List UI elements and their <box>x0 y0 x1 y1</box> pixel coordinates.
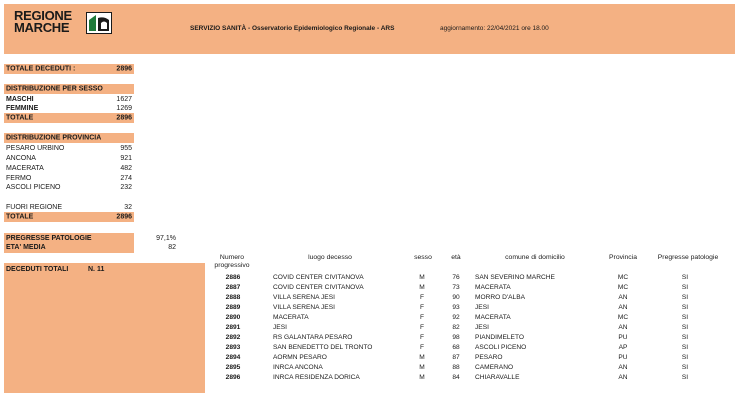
totale-deceduti-box <box>4 64 134 74</box>
table-row: 2896 INRCA RESIDENZA DORICA M 84 CHIARAVALLE AN SI <box>225 374 689 381</box>
logo-line1: REGIONE <box>14 8 72 23</box>
sesso-total-box: TOTALE 2896 <box>6 114 132 122</box>
th-sesso: sesso <box>414 254 432 261</box>
provincia-row: FERMO 274 <box>6 175 132 182</box>
patologie-value: 97,1% <box>156 235 176 242</box>
table-row: 2888 VILLA SERENA JESI F 90 MORRO D'ALBA AN SI <box>225 294 689 301</box>
deceduti-totali-count: N. 11 <box>88 266 105 273</box>
provincia-row: PESARO URBINO 955 <box>6 145 132 152</box>
deceduti-totali-box <box>4 263 205 393</box>
eta-media-row: ETA' MEDIA <box>6 244 46 251</box>
sesso-row-maschi: MASCHI 1627 <box>6 96 132 103</box>
provincia-total-box: TOTALE 2896 <box>6 213 132 221</box>
provincia-row: ASCOLI PICENO 232 <box>6 184 132 191</box>
table-row: 2890 MACERATA F 92 MACERATA MC SI <box>225 314 689 321</box>
table-row: 2893 SAN BENEDETTO DEL TRONTO F 68 ASCOLI PICENO AP SI <box>225 344 689 351</box>
regione-marche-logo <box>14 10 114 46</box>
deceduti-totali-label: DECEDUTI TOTALI <box>6 266 69 273</box>
sesso-title-box <box>4 84 134 94</box>
th-comune: comune di domicilio <box>505 254 565 261</box>
table-row: 2891 JESI F 82 JESI AN SI <box>225 324 689 331</box>
table-row: 2894 AORMN PESARO M 87 PESARO PU SI <box>225 354 689 361</box>
provincia-title-box <box>4 133 134 143</box>
sesso-row-femmine: FEMMINE 1269 <box>6 105 132 112</box>
logo-line2: MARCHE <box>14 20 70 35</box>
sesso-title: DISTRIBUZIONE PER SESSO <box>6 85 103 93</box>
provincia-row: MACERATA 482 <box>6 165 132 172</box>
regione-marche-emblem-icon <box>86 12 112 34</box>
provincia-title: DISTRIBUZIONE PROVINCIA <box>6 134 102 142</box>
th-luogo: luogo decesso <box>308 254 352 261</box>
table-row: 2889 VILLA SERENA JESI F 93 JESI AN SI <box>225 304 689 311</box>
table-row: 2895 INRCA ANCONA M 88 CAMERANO AN SI <box>225 364 689 371</box>
provincia-row-fuori-regione: FUORI REGIONE 32 <box>6 204 132 211</box>
th-eta: età <box>451 254 461 261</box>
th-patologie: Pregresse patologie <box>657 254 719 261</box>
table-row: 2887 COVID CENTER CIVITANOVA M 73 MACERATA MC SI <box>225 284 689 291</box>
table-row: 2886 COVID CENTER CIVITANOVA M 76 SAN SEVERINO MARCHE MC SI <box>225 274 689 281</box>
patologie-row: PREGRESSE PATOLOGIE <box>6 235 92 242</box>
th-numero: Numero progressivo <box>214 254 250 269</box>
totale-deceduti-value: 2896 <box>116 65 132 73</box>
header-title: SERVIZIO SANITÀ - Osservatorio Epidemiologico Regionale - ARS <box>190 25 395 32</box>
header-update-time: aggiornamento: 22/04/2021 ore 18.00 <box>440 25 549 32</box>
provincia-row: ANCONA 921 <box>6 155 132 162</box>
eta-media-value: 82 <box>168 244 176 251</box>
totale-deceduti-label: TOTALE DECEDUTI : <box>6 65 76 73</box>
th-provincia: Provincia <box>609 254 637 261</box>
table-row: 2892 RS GALANTARA PESARO F 98 PIANDIMELETO PU SI <box>225 334 689 341</box>
